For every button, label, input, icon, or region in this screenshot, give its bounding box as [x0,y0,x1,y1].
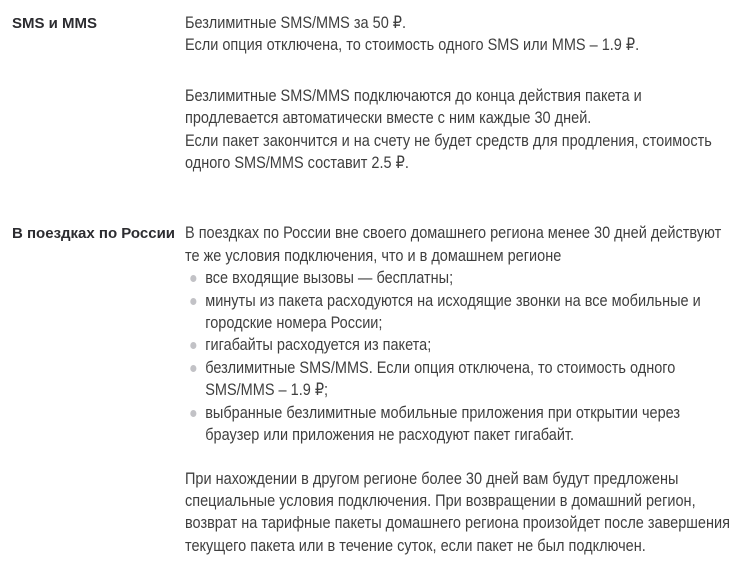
section-row [12,222,741,557]
bullet-list [185,267,733,446]
bullet-item: гигабайты расходуется из пакета; [185,334,733,356]
section-label: В поездках по России [12,225,176,243]
section-content [185,12,733,174]
text-line: При нахождении в другом регионе более 30 дней вам будут предложены специальные условия подключения. При возвращении в домашний регион, возврат на тарифные пакеты домашнего региона произойдет после завершения текущего пакета или в течение суток, если пакет не был подключен. [185,469,730,555]
sections-container [12,12,741,557]
text-line: Безлимитные SMS/MMS подключаются до конца действия пакета и продлевается автоматически вместе с ним каждые 30 дней. [185,86,642,128]
section-row [12,12,741,174]
text-line: Если пакет закончится и на счету не будет средств для продления, стоимость одного SMS/MMS составит 2.5 ₽. [185,131,712,173]
paragraph-block [185,468,733,558]
section-content [185,222,733,557]
bullet-item: все входящие вызовы — бесплатны; [185,267,733,289]
paragraph-block [185,12,733,57]
paragraph-block [185,222,733,267]
text-line: Если опция отключена, то стоимость одного SMS или MMS – 1.9 ₽. [185,36,640,55]
bullet-item: минуты из пакета расходуются на исходящие звонки на все мобильные и городские номера России; [185,290,733,335]
bullet-item: выбранные безлимитные мобильные приложения при открытии через браузер или приложения не расходуют пакет гигабайт. [185,402,733,447]
bullet-list-block [185,267,733,446]
paragraph-block [185,85,733,175]
section-label: SMS и MMS [12,15,98,32]
text-line: В поездках по России вне своего домашнего региона менее 30 дней действуют те же условия подключения, что и в домашнем регионе [185,224,722,265]
bullet-item: безлимитные SMS/MMS. Если опция отключена, то стоимость одного SMS/MMS – 1.9 ₽; [185,357,733,402]
text-line: Безлимитные SMS/MMS за 50 ₽. [185,14,407,32]
